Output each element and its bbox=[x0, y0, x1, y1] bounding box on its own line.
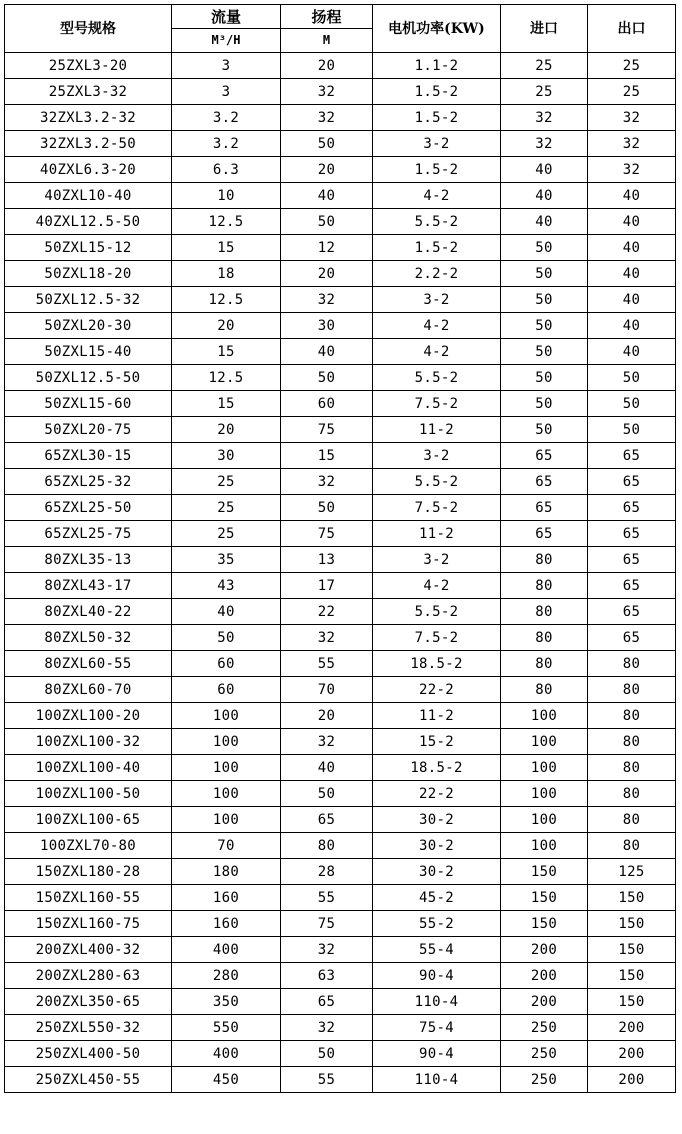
table-row bbox=[5, 807, 676, 833]
cell-power: 1.5-2 bbox=[373, 235, 501, 261]
cell-flow: 40 bbox=[172, 599, 281, 625]
cell-inlet: 32 bbox=[501, 131, 588, 157]
cell-head: 75 bbox=[281, 417, 373, 443]
cell-flow: 18 bbox=[172, 261, 281, 287]
cell-inlet: 40 bbox=[501, 157, 588, 183]
cell-head: 65 bbox=[281, 807, 373, 833]
cell-head: 63 bbox=[281, 963, 373, 989]
cell-outlet: 200 bbox=[588, 1015, 676, 1041]
cell-power: 90-4 bbox=[373, 963, 501, 989]
cell-head: 20 bbox=[281, 53, 373, 79]
cell-flow: 550 bbox=[172, 1015, 281, 1041]
header-inlet: 进口 bbox=[501, 5, 588, 53]
cell-head: 50 bbox=[281, 781, 373, 807]
cell-inlet: 80 bbox=[501, 625, 588, 651]
cell-head: 65 bbox=[281, 989, 373, 1015]
cell-model: 100ZXL70-80 bbox=[5, 833, 172, 859]
cell-flow: 10 bbox=[172, 183, 281, 209]
header-row bbox=[5, 5, 676, 53]
pump-spec-sheet bbox=[4, 4, 676, 1093]
cell-power: 45-2 bbox=[373, 885, 501, 911]
cell-power: 5.5-2 bbox=[373, 469, 501, 495]
cell-inlet: 40 bbox=[501, 209, 588, 235]
table-row bbox=[5, 1067, 676, 1093]
table-row bbox=[5, 963, 676, 989]
cell-power: 22-2 bbox=[373, 781, 501, 807]
cell-power: 4-2 bbox=[373, 313, 501, 339]
cell-power: 22-2 bbox=[373, 677, 501, 703]
cell-inlet: 65 bbox=[501, 495, 588, 521]
cell-inlet: 65 bbox=[501, 521, 588, 547]
cell-model: 80ZXL60-70 bbox=[5, 677, 172, 703]
cell-outlet: 125 bbox=[588, 859, 676, 885]
header-flow-unit: M³/H bbox=[211, 33, 241, 48]
cell-power: 2.2-2 bbox=[373, 261, 501, 287]
cell-inlet: 80 bbox=[501, 677, 588, 703]
cell-head: 55 bbox=[281, 1067, 373, 1093]
table-row bbox=[5, 625, 676, 651]
cell-head: 20 bbox=[281, 261, 373, 287]
cell-power: 18.5-2 bbox=[373, 651, 501, 677]
cell-inlet: 50 bbox=[501, 365, 588, 391]
cell-outlet: 150 bbox=[588, 911, 676, 937]
cell-head: 20 bbox=[281, 157, 373, 183]
cell-power: 30-2 bbox=[373, 807, 501, 833]
cell-outlet: 32 bbox=[588, 131, 676, 157]
table-row bbox=[5, 1015, 676, 1041]
cell-inlet: 100 bbox=[501, 729, 588, 755]
cell-flow: 3 bbox=[172, 53, 281, 79]
cell-power: 4-2 bbox=[373, 183, 501, 209]
cell-outlet: 40 bbox=[588, 183, 676, 209]
cell-inlet: 80 bbox=[501, 599, 588, 625]
cell-head: 50 bbox=[281, 495, 373, 521]
cell-flow: 160 bbox=[172, 885, 281, 911]
table-row bbox=[5, 495, 676, 521]
table-row bbox=[5, 443, 676, 469]
cell-outlet: 40 bbox=[588, 235, 676, 261]
cell-power: 7.5-2 bbox=[373, 625, 501, 651]
cell-outlet: 150 bbox=[588, 989, 676, 1015]
cell-head: 17 bbox=[281, 573, 373, 599]
cell-flow: 15 bbox=[172, 391, 281, 417]
cell-model: 40ZXL12.5-50 bbox=[5, 209, 172, 235]
cell-head: 32 bbox=[281, 729, 373, 755]
cell-inlet: 40 bbox=[501, 183, 588, 209]
table-row bbox=[5, 1041, 676, 1067]
table-row bbox=[5, 755, 676, 781]
cell-inlet: 50 bbox=[501, 391, 588, 417]
table-row bbox=[5, 209, 676, 235]
cell-flow: 100 bbox=[172, 781, 281, 807]
cell-model: 50ZXL20-30 bbox=[5, 313, 172, 339]
cell-inlet: 200 bbox=[501, 989, 588, 1015]
cell-flow: 15 bbox=[172, 339, 281, 365]
cell-outlet: 80 bbox=[588, 651, 676, 677]
cell-head: 50 bbox=[281, 365, 373, 391]
cell-inlet: 250 bbox=[501, 1067, 588, 1093]
cell-power: 110-4 bbox=[373, 989, 501, 1015]
table-row bbox=[5, 365, 676, 391]
cell-model: 25ZXL3-20 bbox=[5, 53, 172, 79]
cell-power: 55-2 bbox=[373, 911, 501, 937]
cell-outlet: 65 bbox=[588, 573, 676, 599]
cell-head: 40 bbox=[281, 755, 373, 781]
cell-inlet: 100 bbox=[501, 781, 588, 807]
cell-inlet: 250 bbox=[501, 1041, 588, 1067]
cell-flow: 70 bbox=[172, 833, 281, 859]
cell-inlet: 100 bbox=[501, 807, 588, 833]
cell-inlet: 50 bbox=[501, 339, 588, 365]
cell-outlet: 150 bbox=[588, 885, 676, 911]
cell-power: 11-2 bbox=[373, 703, 501, 729]
table-row bbox=[5, 391, 676, 417]
cell-power: 3-2 bbox=[373, 287, 501, 313]
table-row bbox=[5, 989, 676, 1015]
table-row bbox=[5, 937, 676, 963]
cell-flow: 3 bbox=[172, 79, 281, 105]
cell-head: 75 bbox=[281, 911, 373, 937]
cell-outlet: 150 bbox=[588, 937, 676, 963]
cell-flow: 400 bbox=[172, 1041, 281, 1067]
cell-outlet: 65 bbox=[588, 443, 676, 469]
cell-flow: 60 bbox=[172, 677, 281, 703]
cell-flow: 100 bbox=[172, 807, 281, 833]
cell-flow: 400 bbox=[172, 937, 281, 963]
cell-inlet: 150 bbox=[501, 911, 588, 937]
cell-head: 70 bbox=[281, 677, 373, 703]
table-row bbox=[5, 729, 676, 755]
cell-inlet: 65 bbox=[501, 469, 588, 495]
cell-outlet: 40 bbox=[588, 261, 676, 287]
cell-model: 65ZXL30-15 bbox=[5, 443, 172, 469]
cell-model: 40ZXL6.3-20 bbox=[5, 157, 172, 183]
cell-model: 100ZXL100-20 bbox=[5, 703, 172, 729]
cell-outlet: 65 bbox=[588, 469, 676, 495]
cell-flow: 450 bbox=[172, 1067, 281, 1093]
table-row bbox=[5, 885, 676, 911]
cell-model: 250ZXL450-55 bbox=[5, 1067, 172, 1093]
cell-head: 50 bbox=[281, 1041, 373, 1067]
cell-model: 32ZXL3.2-32 bbox=[5, 105, 172, 131]
table-row bbox=[5, 911, 676, 937]
cell-head: 32 bbox=[281, 625, 373, 651]
table-row bbox=[5, 651, 676, 677]
cell-power: 1.1-2 bbox=[373, 53, 501, 79]
table-row bbox=[5, 417, 676, 443]
cell-model: 65ZXL25-32 bbox=[5, 469, 172, 495]
cell-inlet: 100 bbox=[501, 833, 588, 859]
cell-head: 55 bbox=[281, 885, 373, 911]
cell-flow: 15 bbox=[172, 235, 281, 261]
header-outlet: 出口 bbox=[588, 5, 676, 53]
cell-inlet: 100 bbox=[501, 755, 588, 781]
cell-flow: 60 bbox=[172, 651, 281, 677]
cell-flow: 3.2 bbox=[172, 105, 281, 131]
cell-flow: 12.5 bbox=[172, 287, 281, 313]
cell-outlet: 25 bbox=[588, 79, 676, 105]
cell-outlet: 200 bbox=[588, 1067, 676, 1093]
cell-flow: 6.3 bbox=[172, 157, 281, 183]
cell-model: 250ZXL550-32 bbox=[5, 1015, 172, 1041]
cell-power: 1.5-2 bbox=[373, 157, 501, 183]
cell-inlet: 25 bbox=[501, 79, 588, 105]
cell-model: 200ZXL400-32 bbox=[5, 937, 172, 963]
cell-head: 22 bbox=[281, 599, 373, 625]
table-row bbox=[5, 573, 676, 599]
cell-inlet: 250 bbox=[501, 1015, 588, 1041]
cell-model: 80ZXL40-22 bbox=[5, 599, 172, 625]
cell-flow: 43 bbox=[172, 573, 281, 599]
table-row bbox=[5, 287, 676, 313]
cell-model: 200ZXL350-65 bbox=[5, 989, 172, 1015]
cell-model: 80ZXL50-32 bbox=[5, 625, 172, 651]
cell-outlet: 80 bbox=[588, 755, 676, 781]
cell-model: 25ZXL3-32 bbox=[5, 79, 172, 105]
cell-flow: 20 bbox=[172, 313, 281, 339]
table-row bbox=[5, 339, 676, 365]
cell-head: 20 bbox=[281, 703, 373, 729]
cell-power: 30-2 bbox=[373, 859, 501, 885]
cell-outlet: 40 bbox=[588, 339, 676, 365]
table-row bbox=[5, 599, 676, 625]
cell-model: 50ZXL15-12 bbox=[5, 235, 172, 261]
cell-head: 50 bbox=[281, 209, 373, 235]
cell-model: 32ZXL3.2-50 bbox=[5, 131, 172, 157]
table-row bbox=[5, 131, 676, 157]
cell-model: 80ZXL60-55 bbox=[5, 651, 172, 677]
cell-power: 1.5-2 bbox=[373, 105, 501, 131]
cell-flow: 25 bbox=[172, 521, 281, 547]
cell-inlet: 32 bbox=[501, 105, 588, 131]
table-row bbox=[5, 469, 676, 495]
table-row bbox=[5, 53, 676, 79]
cell-outlet: 25 bbox=[588, 53, 676, 79]
cell-outlet: 50 bbox=[588, 417, 676, 443]
cell-outlet: 80 bbox=[588, 729, 676, 755]
cell-power: 7.5-2 bbox=[373, 391, 501, 417]
table-row bbox=[5, 859, 676, 885]
cell-inlet: 50 bbox=[501, 417, 588, 443]
table-row bbox=[5, 677, 676, 703]
cell-outlet: 50 bbox=[588, 391, 676, 417]
header-flow-label: 流量 bbox=[172, 6, 280, 30]
cell-model: 40ZXL10-40 bbox=[5, 183, 172, 209]
cell-head: 40 bbox=[281, 339, 373, 365]
table-body bbox=[5, 53, 676, 1093]
cell-head: 32 bbox=[281, 937, 373, 963]
table-row bbox=[5, 547, 676, 573]
cell-model: 150ZXL160-75 bbox=[5, 911, 172, 937]
cell-head: 32 bbox=[281, 105, 373, 131]
cell-model: 100ZXL100-50 bbox=[5, 781, 172, 807]
cell-model: 50ZXL12.5-32 bbox=[5, 287, 172, 313]
cell-head: 32 bbox=[281, 469, 373, 495]
cell-inlet: 200 bbox=[501, 963, 588, 989]
cell-outlet: 32 bbox=[588, 105, 676, 131]
cell-model: 65ZXL25-75 bbox=[5, 521, 172, 547]
header-power: 电机功率(KW) bbox=[373, 5, 501, 53]
cell-power: 4-2 bbox=[373, 573, 501, 599]
cell-flow: 180 bbox=[172, 859, 281, 885]
cell-outlet: 32 bbox=[588, 157, 676, 183]
cell-outlet: 65 bbox=[588, 547, 676, 573]
cell-power: 110-4 bbox=[373, 1067, 501, 1093]
table-row bbox=[5, 183, 676, 209]
table-row bbox=[5, 157, 676, 183]
cell-head: 75 bbox=[281, 521, 373, 547]
cell-model: 65ZXL25-50 bbox=[5, 495, 172, 521]
cell-model: 50ZXL12.5-50 bbox=[5, 365, 172, 391]
cell-flow: 30 bbox=[172, 443, 281, 469]
cell-model: 200ZXL280-63 bbox=[5, 963, 172, 989]
cell-power: 1.5-2 bbox=[373, 79, 501, 105]
cell-power: 11-2 bbox=[373, 417, 501, 443]
table-row bbox=[5, 261, 676, 287]
cell-outlet: 65 bbox=[588, 521, 676, 547]
cell-flow: 280 bbox=[172, 963, 281, 989]
cell-head: 80 bbox=[281, 833, 373, 859]
cell-head: 60 bbox=[281, 391, 373, 417]
cell-flow: 50 bbox=[172, 625, 281, 651]
header-head-unit: M bbox=[322, 33, 331, 48]
table-row bbox=[5, 703, 676, 729]
table-row bbox=[5, 105, 676, 131]
cell-flow: 100 bbox=[172, 755, 281, 781]
cell-flow: 12.5 bbox=[172, 365, 281, 391]
cell-model: 150ZXL160-55 bbox=[5, 885, 172, 911]
cell-model: 50ZXL18-20 bbox=[5, 261, 172, 287]
cell-power: 5.5-2 bbox=[373, 365, 501, 391]
table-row bbox=[5, 833, 676, 859]
cell-model: 100ZXL100-32 bbox=[5, 729, 172, 755]
pump-spec-table bbox=[4, 4, 676, 1093]
cell-power: 55-4 bbox=[373, 937, 501, 963]
cell-power: 90-4 bbox=[373, 1041, 501, 1067]
cell-power: 3-2 bbox=[373, 131, 501, 157]
cell-outlet: 150 bbox=[588, 963, 676, 989]
cell-power: 3-2 bbox=[373, 547, 501, 573]
cell-inlet: 80 bbox=[501, 651, 588, 677]
header-model: 型号规格 bbox=[5, 5, 172, 53]
cell-power: 5.5-2 bbox=[373, 209, 501, 235]
cell-model: 50ZXL15-40 bbox=[5, 339, 172, 365]
cell-outlet: 80 bbox=[588, 833, 676, 859]
table-row bbox=[5, 313, 676, 339]
cell-outlet: 80 bbox=[588, 677, 676, 703]
cell-inlet: 50 bbox=[501, 287, 588, 313]
cell-head: 30 bbox=[281, 313, 373, 339]
table-row bbox=[5, 79, 676, 105]
cell-inlet: 50 bbox=[501, 261, 588, 287]
cell-flow: 35 bbox=[172, 547, 281, 573]
cell-power: 18.5-2 bbox=[373, 755, 501, 781]
cell-flow: 12.5 bbox=[172, 209, 281, 235]
cell-inlet: 65 bbox=[501, 443, 588, 469]
cell-head: 28 bbox=[281, 859, 373, 885]
cell-head: 55 bbox=[281, 651, 373, 677]
header-head bbox=[281, 5, 373, 53]
header-head-label: 扬程 bbox=[281, 6, 372, 30]
cell-power: 5.5-2 bbox=[373, 599, 501, 625]
cell-head: 32 bbox=[281, 1015, 373, 1041]
cell-inlet: 80 bbox=[501, 547, 588, 573]
cell-head: 12 bbox=[281, 235, 373, 261]
cell-model: 50ZXL20-75 bbox=[5, 417, 172, 443]
cell-head: 13 bbox=[281, 547, 373, 573]
cell-inlet: 150 bbox=[501, 859, 588, 885]
cell-flow: 100 bbox=[172, 703, 281, 729]
cell-inlet: 100 bbox=[501, 703, 588, 729]
cell-outlet: 80 bbox=[588, 781, 676, 807]
cell-power: 75-4 bbox=[373, 1015, 501, 1041]
cell-flow: 160 bbox=[172, 911, 281, 937]
cell-model: 100ZXL100-65 bbox=[5, 807, 172, 833]
cell-flow: 3.2 bbox=[172, 131, 281, 157]
cell-model: 250ZXL400-50 bbox=[5, 1041, 172, 1067]
header-flow bbox=[172, 5, 281, 53]
cell-inlet: 150 bbox=[501, 885, 588, 911]
cell-inlet: 50 bbox=[501, 235, 588, 261]
table-header bbox=[5, 5, 676, 53]
cell-inlet: 50 bbox=[501, 313, 588, 339]
cell-outlet: 65 bbox=[588, 625, 676, 651]
table-row bbox=[5, 781, 676, 807]
cell-head: 15 bbox=[281, 443, 373, 469]
cell-power: 15-2 bbox=[373, 729, 501, 755]
cell-outlet: 80 bbox=[588, 703, 676, 729]
cell-power: 4-2 bbox=[373, 339, 501, 365]
cell-outlet: 40 bbox=[588, 209, 676, 235]
cell-flow: 100 bbox=[172, 729, 281, 755]
cell-head: 32 bbox=[281, 79, 373, 105]
table-row bbox=[5, 521, 676, 547]
cell-inlet: 200 bbox=[501, 937, 588, 963]
cell-power: 7.5-2 bbox=[373, 495, 501, 521]
cell-inlet: 25 bbox=[501, 53, 588, 79]
cell-power: 11-2 bbox=[373, 521, 501, 547]
cell-model: 80ZXL43-17 bbox=[5, 573, 172, 599]
cell-outlet: 65 bbox=[588, 599, 676, 625]
cell-model: 80ZXL35-13 bbox=[5, 547, 172, 573]
cell-flow: 25 bbox=[172, 495, 281, 521]
cell-outlet: 50 bbox=[588, 365, 676, 391]
cell-outlet: 80 bbox=[588, 807, 676, 833]
cell-head: 32 bbox=[281, 287, 373, 313]
cell-power: 3-2 bbox=[373, 443, 501, 469]
table-row bbox=[5, 235, 676, 261]
cell-inlet: 80 bbox=[501, 573, 588, 599]
cell-outlet: 200 bbox=[588, 1041, 676, 1067]
cell-head: 40 bbox=[281, 183, 373, 209]
cell-flow: 20 bbox=[172, 417, 281, 443]
cell-power: 30-2 bbox=[373, 833, 501, 859]
cell-model: 50ZXL15-60 bbox=[5, 391, 172, 417]
cell-outlet: 40 bbox=[588, 313, 676, 339]
cell-outlet: 65 bbox=[588, 495, 676, 521]
cell-flow: 25 bbox=[172, 469, 281, 495]
cell-model: 100ZXL100-40 bbox=[5, 755, 172, 781]
cell-head: 50 bbox=[281, 131, 373, 157]
cell-outlet: 40 bbox=[588, 287, 676, 313]
cell-model: 150ZXL180-28 bbox=[5, 859, 172, 885]
cell-flow: 350 bbox=[172, 989, 281, 1015]
